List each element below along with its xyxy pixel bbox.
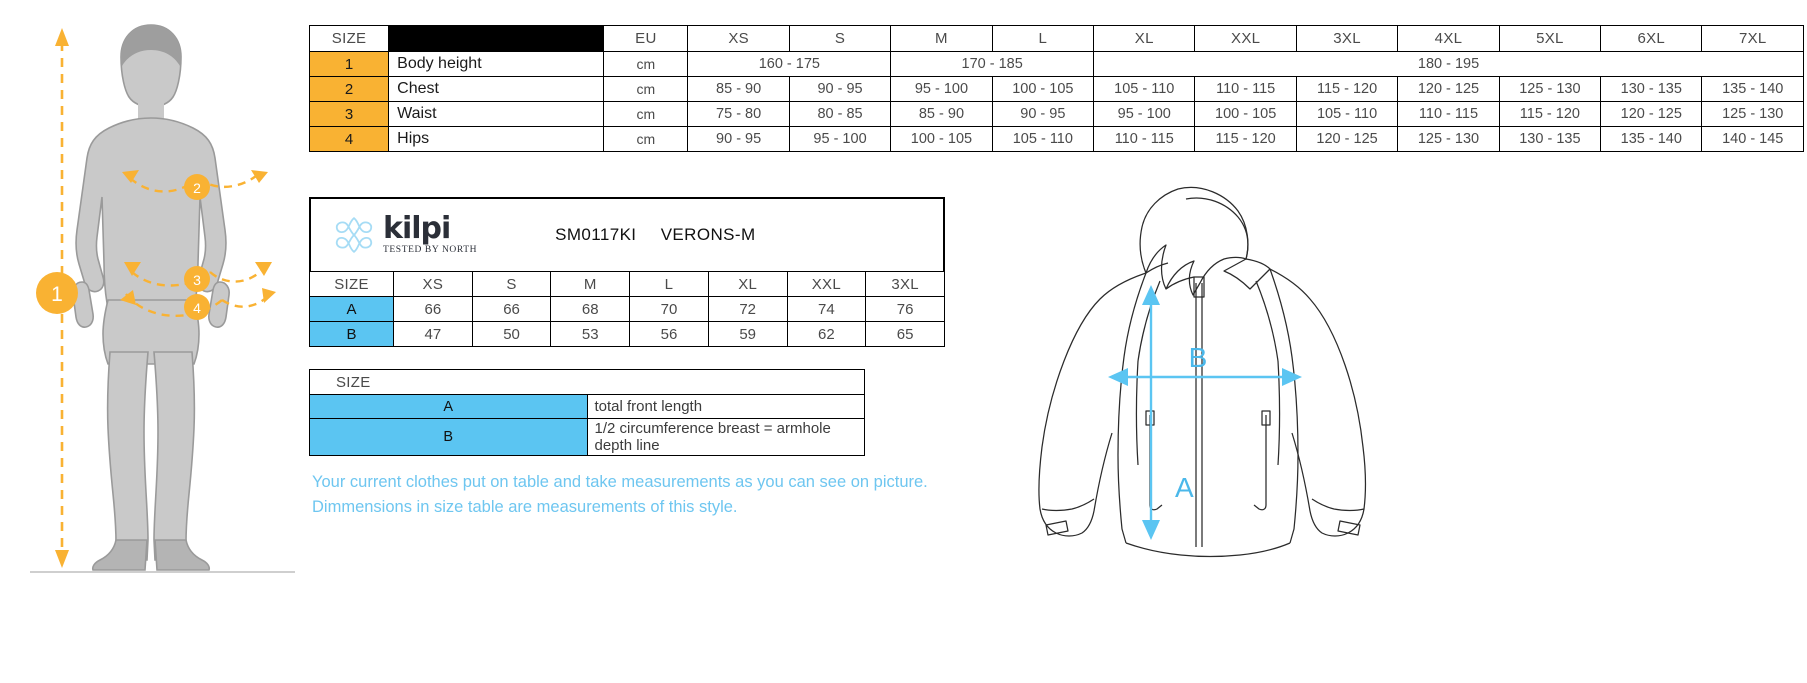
measure-cell: 100 - 105	[992, 77, 1093, 102]
row-unit: cm	[604, 77, 688, 102]
measure-cell: 47	[394, 322, 473, 347]
measure-cell: 130 - 135	[1499, 127, 1600, 152]
table-row	[310, 102, 1804, 127]
header-xl: XL	[1094, 26, 1195, 52]
measure-cell: 105 - 110	[992, 127, 1093, 152]
body-size-table	[309, 25, 1804, 152]
row-marker-number: 1	[310, 52, 389, 77]
measure-cell: 90 - 95	[992, 102, 1093, 127]
row-marker-number: 2	[310, 77, 389, 102]
measure-cell: 66	[472, 297, 551, 322]
measure-cell: 105 - 110	[1094, 77, 1195, 102]
ab-header-size: SIZE	[310, 272, 394, 297]
ab-header-xs: XS	[394, 272, 473, 297]
ab-header-l: L	[630, 272, 709, 297]
brand-name: kilpi	[383, 211, 451, 246]
note-line-2: Dimmensions in size table are measurements of this style.	[312, 498, 738, 516]
measure-cell: 85 - 90	[688, 77, 789, 102]
row-body-part: Chest	[389, 77, 604, 102]
measure-cell: 120 - 125	[1398, 77, 1499, 102]
measure-cell: 74	[787, 297, 866, 322]
measure-cell: 90 - 95	[789, 77, 890, 102]
row-marker-number: 3	[310, 102, 389, 127]
height-arrow-bottom-head	[55, 550, 69, 568]
note-line-1: Your current clothes put on table and take measurements as you can see on picture.	[312, 473, 928, 491]
measure-b-arrow-left	[1108, 368, 1128, 386]
header-part	[389, 26, 604, 52]
ab-header-xxl: XXL	[787, 272, 866, 297]
waist-arrow-right	[255, 262, 272, 276]
garment-measure-table-container	[309, 271, 945, 347]
row-unit: cm	[604, 127, 688, 152]
body-measurement-figure	[0, 0, 300, 683]
header-7xl: 7XL	[1702, 26, 1804, 52]
measure-cell: 75 - 80	[688, 102, 789, 127]
header-s: S	[789, 26, 890, 52]
list-item	[310, 419, 865, 456]
measure-cell: 95 - 100	[891, 77, 992, 102]
height-arrow-top-head	[55, 28, 69, 46]
jacket-diagram-svg	[1000, 165, 1400, 565]
jacket-measurement-diagram	[1000, 165, 1400, 565]
measure-code: B	[310, 322, 394, 347]
measure-cell: 135 - 140	[1601, 127, 1702, 152]
header-size: SIZE	[310, 26, 389, 52]
measure-b-arrow-right	[1282, 368, 1302, 386]
legend-header-row	[310, 370, 865, 395]
measure-cell: 68	[551, 297, 630, 322]
header-6xl: 6XL	[1601, 26, 1702, 52]
measure-cell: 180 - 195	[1094, 52, 1804, 77]
product-code-block	[555, 225, 755, 245]
row-unit: cm	[604, 52, 688, 77]
legend-table-body	[310, 395, 865, 456]
measure-cell: 66	[394, 297, 473, 322]
measure-cell: 76	[866, 297, 945, 322]
measure-a-label: A	[1175, 472, 1194, 503]
table-row	[310, 77, 1804, 102]
table-row	[310, 322, 945, 347]
row-marker-number: 4	[310, 127, 389, 152]
legend-header-size: SIZE	[310, 370, 865, 395]
ab-header-3xl: 3XL	[866, 272, 945, 297]
body-size-table-container	[309, 25, 1804, 152]
legend-code: B	[310, 419, 588, 456]
measure-cell: 65	[866, 322, 945, 347]
product-code: SM0117KI	[555, 225, 637, 244]
legend-description: total front length	[587, 395, 865, 419]
row-body-part: Hips	[389, 127, 604, 152]
header-4xl: 4XL	[1398, 26, 1499, 52]
marker-badge-1	[36, 272, 78, 314]
measure-cell: 115 - 120	[1499, 102, 1600, 127]
measure-code: A	[310, 297, 394, 322]
measure-cell: 105 - 110	[1296, 102, 1397, 127]
measure-cell: 70	[630, 297, 709, 322]
measure-cell: 80 - 85	[789, 102, 890, 127]
legend-description: 1/2 circumference breast = armhole depth line	[587, 419, 865, 456]
measure-cell: 110 - 115	[1398, 102, 1499, 127]
header-3xl: 3XL	[1296, 26, 1397, 52]
marker-badge-3	[184, 266, 210, 292]
measure-cell: 160 - 175	[688, 52, 891, 77]
brand-text	[383, 211, 478, 255]
marker-2-label: 2	[193, 180, 201, 196]
kilpi-knot-logo-icon	[333, 214, 375, 256]
garment-table-header-row	[310, 272, 945, 297]
marker-badge-4	[184, 294, 210, 320]
measure-cell: 56	[630, 322, 709, 347]
table-row	[310, 52, 1804, 77]
hips-arrow-right	[262, 288, 276, 303]
body-figure-svg	[0, 0, 300, 683]
measure-cell: 125 - 130	[1398, 127, 1499, 152]
header-m: M	[891, 26, 992, 52]
measure-cell: 140 - 145	[1702, 127, 1804, 152]
measure-cell: 120 - 125	[1601, 102, 1702, 127]
body-size-table-header-row	[310, 26, 1804, 52]
measure-cell: 110 - 115	[1094, 127, 1195, 152]
marker-1-label: 1	[51, 283, 63, 306]
measure-cell: 110 - 115	[1195, 77, 1296, 102]
list-item	[310, 395, 865, 419]
body-size-table-body	[310, 52, 1804, 152]
brand-block	[333, 211, 478, 256]
measure-cell: 62	[787, 322, 866, 347]
table-row	[310, 127, 1804, 152]
measure-cell: 85 - 90	[891, 102, 992, 127]
measure-cell: 125 - 130	[1499, 77, 1600, 102]
ab-header-s: S	[472, 272, 551, 297]
measure-cell: 120 - 125	[1296, 127, 1397, 152]
ab-header-xl: XL	[708, 272, 787, 297]
marker-3-label: 3	[193, 272, 201, 288]
row-body-part: Waist	[389, 102, 604, 127]
table-row	[310, 297, 945, 322]
marker-4-label: 4	[193, 300, 201, 316]
marker-badge-2	[184, 174, 210, 200]
measure-legend-table	[309, 369, 865, 456]
measure-cell: 135 - 140	[1702, 77, 1804, 102]
measure-cell: 50	[472, 322, 551, 347]
measure-cell: 115 - 120	[1195, 127, 1296, 152]
measure-legend-container	[309, 369, 865, 456]
brand-tagline: TESTED BY NORTH	[383, 245, 478, 255]
header-xs: XS	[688, 26, 789, 52]
product-header-card	[309, 197, 945, 271]
measure-cell: 100 - 105	[1195, 102, 1296, 127]
measure-cell: 170 - 185	[891, 52, 1094, 77]
measure-cell: 95 - 100	[789, 127, 890, 152]
header-5xl: 5XL	[1499, 26, 1600, 52]
measure-cell: 95 - 100	[1094, 102, 1195, 127]
measure-cell: 59	[708, 322, 787, 347]
row-unit: cm	[604, 102, 688, 127]
measure-a-arrow-bottom	[1142, 520, 1160, 540]
product-style-name: VERONS-M	[660, 225, 756, 244]
measurement-note	[312, 470, 1052, 520]
measure-cell: 100 - 105	[891, 127, 992, 152]
row-body-part: Body height	[389, 52, 604, 77]
ab-header-m: M	[551, 272, 630, 297]
measure-cell: 115 - 120	[1296, 77, 1397, 102]
measure-cell: 72	[708, 297, 787, 322]
measure-b-label: B	[1188, 342, 1208, 373]
header-eu: EU	[604, 26, 688, 52]
legend-code: A	[310, 395, 588, 419]
measure-cell: 125 - 130	[1702, 102, 1804, 127]
garment-measure-table	[309, 271, 945, 347]
header-l: L	[992, 26, 1093, 52]
measure-cell: 90 - 95	[688, 127, 789, 152]
measure-cell: 53	[551, 322, 630, 347]
garment-table-body	[310, 297, 945, 347]
header-xxl: XXL	[1195, 26, 1296, 52]
measure-cell: 130 - 135	[1601, 77, 1702, 102]
